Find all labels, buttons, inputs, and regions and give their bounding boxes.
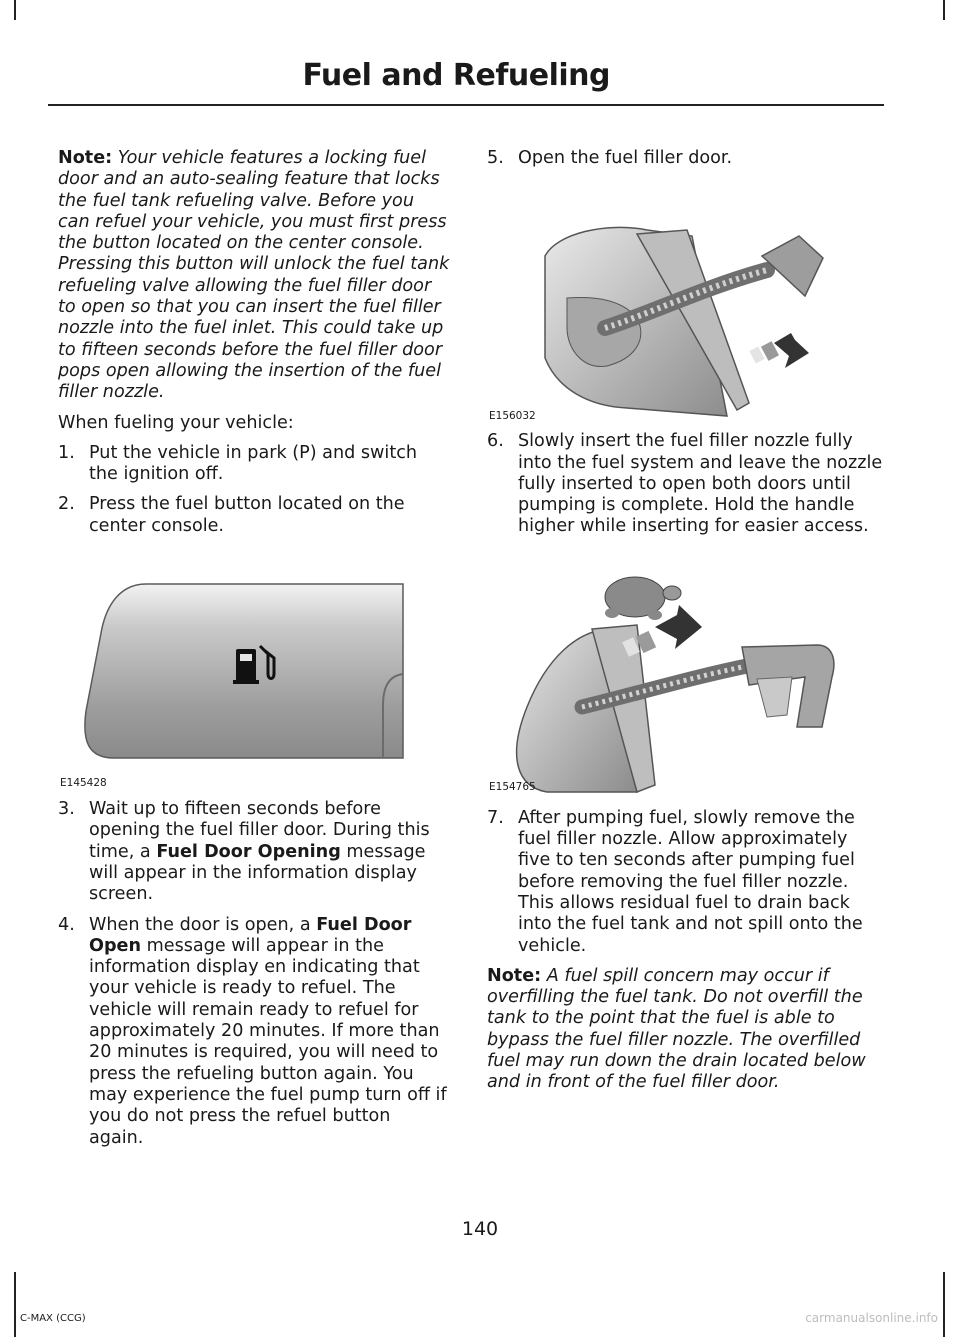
crop-mark-top-left xyxy=(14,0,16,20)
figure-code: E145428 xyxy=(60,777,107,790)
step-number: 2. xyxy=(58,494,75,515)
crop-mark-bottom-left xyxy=(14,1272,16,1337)
step-number: 3. xyxy=(58,799,75,820)
crop-mark-bottom-right xyxy=(943,1272,945,1337)
steps-list xyxy=(487,808,883,957)
right-column xyxy=(487,148,883,1103)
message-name: Fuel Door Open xyxy=(89,914,412,956)
step-text: Slowly insert the fuel filler nozzle fully into the fuel system and leave the nozzle fully inserted to open both doors until pumping is complete. Hold the handle higher while inserting for easier access. xyxy=(518,431,883,537)
note-text: A fuel spill concern may occur if overfilling the fuel tank. Do not overfill the tank to the point that the fuel is able to bypass the fuel filler nozzle. The overfilled fuel may run down the drain located below and in front of the fuel filler door. xyxy=(487,965,866,1093)
message-name: Fuel Door Opening xyxy=(156,841,341,862)
step-item xyxy=(58,443,450,486)
page-title: Fuel and Refueling xyxy=(302,58,610,93)
header-rule xyxy=(48,104,884,106)
step-text: message will appear in the information display screen. xyxy=(89,841,426,905)
steps-list xyxy=(487,148,883,169)
step-number: 1. xyxy=(58,442,75,463)
step-item xyxy=(487,808,883,957)
figure-code: E156032 xyxy=(489,410,536,423)
fuel-pump-icon xyxy=(233,646,274,684)
watermark-text: carmanualsonline.info xyxy=(805,1311,938,1325)
steps-list xyxy=(58,799,450,1149)
left-column xyxy=(58,148,450,1158)
step-number: 5. xyxy=(487,148,504,168)
fuel-button-illustration xyxy=(58,546,450,789)
footer-model: C-MAX (CCG) xyxy=(20,1313,86,1324)
note-label: Note: xyxy=(487,965,542,986)
figure-insert-nozzle xyxy=(487,547,883,793)
note-label: Note: xyxy=(58,148,113,168)
steps-list xyxy=(487,431,883,537)
page-number: 140 xyxy=(461,1218,499,1240)
step-text: message will appear in the information display en indicating that your vehicle is ready to refuel. The vehicle will remain ready to refuel for approximately 20 minutes. If more than 20 minutes is required, you will need to press the refueling button again. You may experience the fuel pump turn off if you do not press the refuel button again. xyxy=(89,935,447,1148)
step-item xyxy=(58,494,450,537)
crop-mark-top-right xyxy=(943,0,945,20)
step-item xyxy=(487,431,883,537)
filler-door-illustration xyxy=(487,178,883,422)
step-number: 7. xyxy=(487,807,504,828)
step-text: Press the fuel button located on the center console. xyxy=(89,494,405,536)
steps-list xyxy=(58,443,450,537)
step-item xyxy=(487,148,883,169)
note-paragraph xyxy=(58,148,450,404)
step-text: Open the fuel filler door. xyxy=(518,148,733,168)
step-item xyxy=(58,915,450,1149)
nozzle-insertion-illustration xyxy=(487,547,883,793)
step-item xyxy=(58,799,450,905)
step-text: Put the vehicle in park (P) and switch the ignition off. xyxy=(89,442,418,485)
figure-fuel-button xyxy=(58,546,450,789)
figure-open-filler-door xyxy=(487,178,883,422)
step-text: When the door is open, a xyxy=(89,914,317,935)
figure-code: E154765 xyxy=(489,780,536,793)
intro-text: When fueling your vehicle: xyxy=(58,412,294,433)
step-text: Wait up to fifteen seconds before opening the fuel filler door. During this time, a xyxy=(89,799,430,862)
step-number: 4. xyxy=(58,914,75,935)
step-number: 6. xyxy=(487,431,504,452)
note-text: Your vehicle features a locking fuel door and an auto-sealing feature that locks the fuel tank refueling valve. Before you can refuel your vehicle, you must first press the button located on the center console. Pressing this button will unlock the fuel tank refueling valve allowing the fuel filler door to open so that you can insert the fuel filler nozzle into the fuel inlet. This could take up to fifteen seconds before the fuel filler door pops open allowing the insertion of the fuel filler nozzle. xyxy=(58,148,450,403)
step-text: After pumping fuel, slowly remove the fuel filler nozzle. Allow approximately five to ten seconds after pumping fuel before removing the fuel filler nozzle. This allows residual fuel to drain back into the fuel tank and not spill onto the vehicle. xyxy=(518,807,863,956)
turtle-icon xyxy=(605,577,681,620)
note-paragraph xyxy=(487,966,883,1094)
